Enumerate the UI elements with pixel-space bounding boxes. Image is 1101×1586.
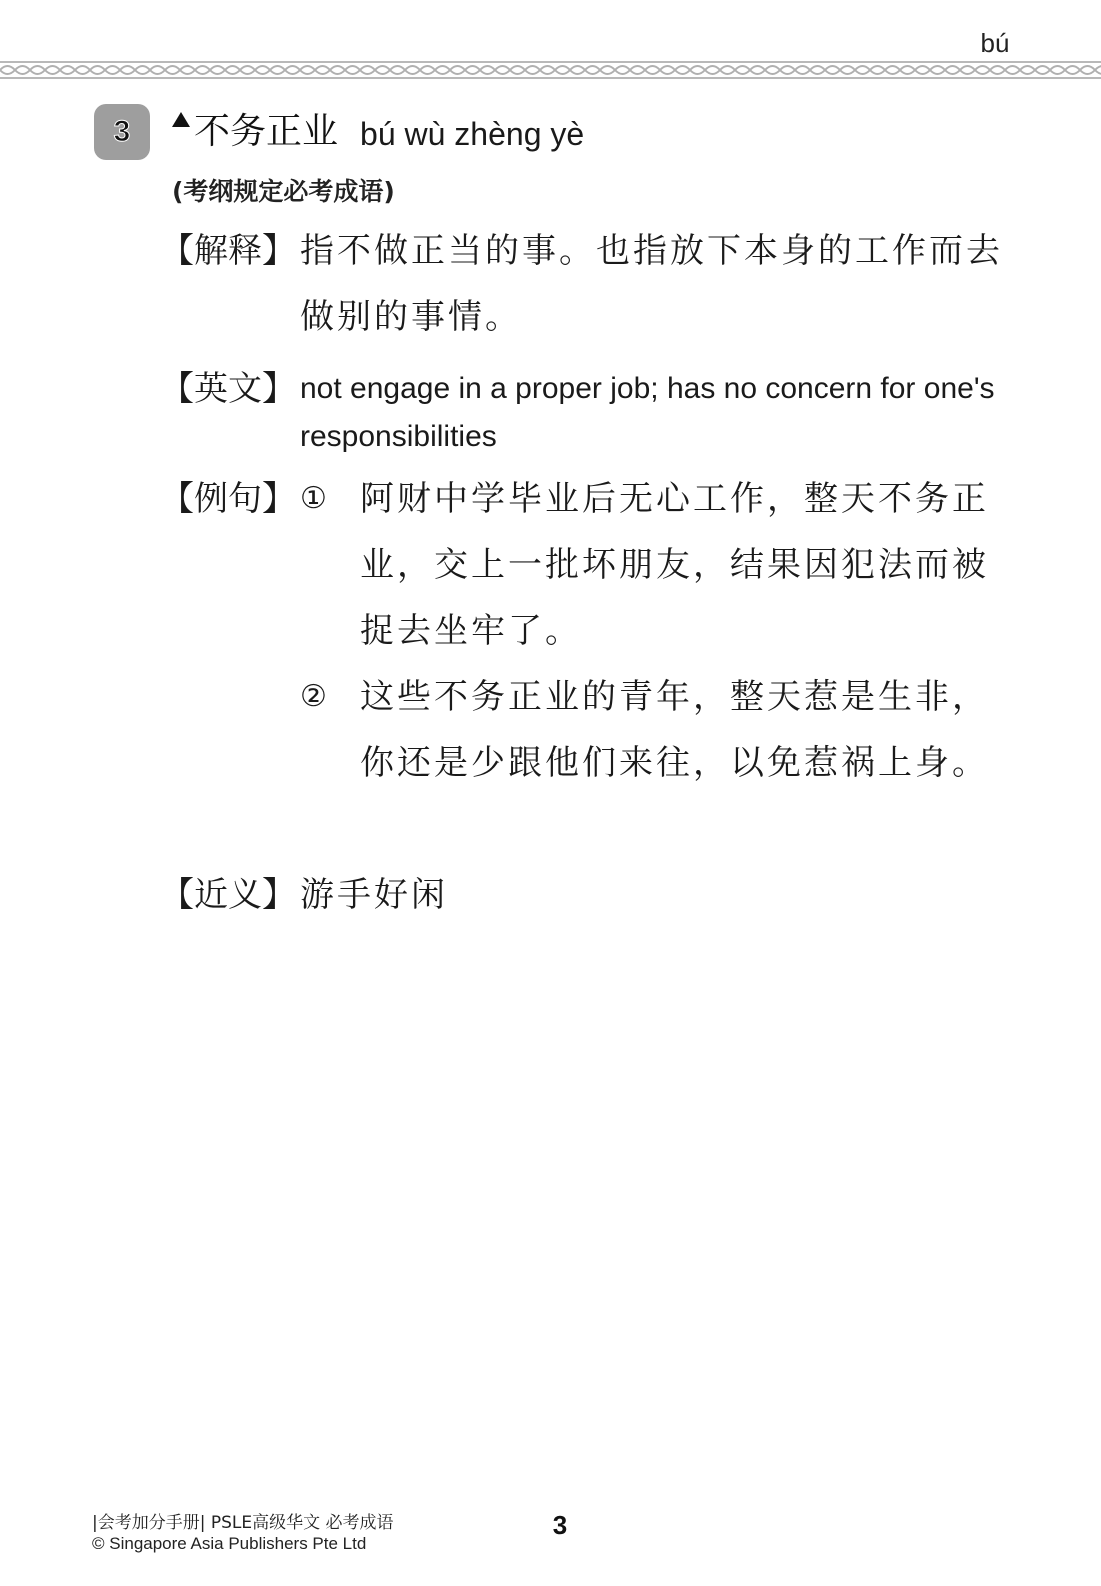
explanation-text: 指不做正当的事。也指放下本身的工作而去做别的事情。 [300, 231, 1003, 337]
example-item [300, 664, 1025, 796]
exam-note: (考纲规定必考成语) [172, 177, 395, 206]
synonym-row [160, 862, 1040, 928]
examples-label: 【例句】 [160, 479, 296, 519]
examples-row [160, 466, 1040, 796]
idiom-pinyin: bú wù zhèng yè [360, 116, 585, 152]
explanation-row [160, 218, 1040, 350]
synonym-label: 【近义】 [160, 875, 296, 915]
entry-number: 3 [113, 115, 131, 148]
entry-title [172, 104, 584, 160]
english-row [160, 356, 1040, 461]
footer-book-title: |会考加分手册| PSLE高级华文 必考成语 [92, 1513, 394, 1533]
example-marker: ② [300, 679, 327, 714]
triangle-marker-icon [172, 112, 190, 127]
example-text: 阿财中学毕业后无心工作，整天不务正业，交上一批坏朋友，结果因犯法而被捉去坐牢了。 [360, 479, 989, 651]
example-item [300, 466, 1025, 664]
english-text: not engage in a proper job; has no concern for one's responsibilities [300, 372, 995, 453]
example-text: 这些不务正业的青年，整天惹是生非，你还是少跟他们来往，以免惹祸上身。 [360, 677, 989, 783]
example-marker: ① [300, 481, 327, 516]
header-decorative-rule [0, 58, 1101, 82]
explanation-label: 【解释】 [160, 231, 296, 271]
examples-list [300, 466, 1025, 796]
footer-copyright: © Singapore Asia Publishers Pte Ltd [92, 1534, 367, 1553]
idiom-text: 不务正业 [194, 111, 339, 152]
entry-number-badge [94, 104, 150, 160]
page-number: 3 [552, 1510, 568, 1540]
header-pinyin-index: bú [980, 28, 1010, 58]
synonym-text: 游手好闲 [300, 875, 448, 915]
english-label: 【英文】 [160, 369, 296, 409]
